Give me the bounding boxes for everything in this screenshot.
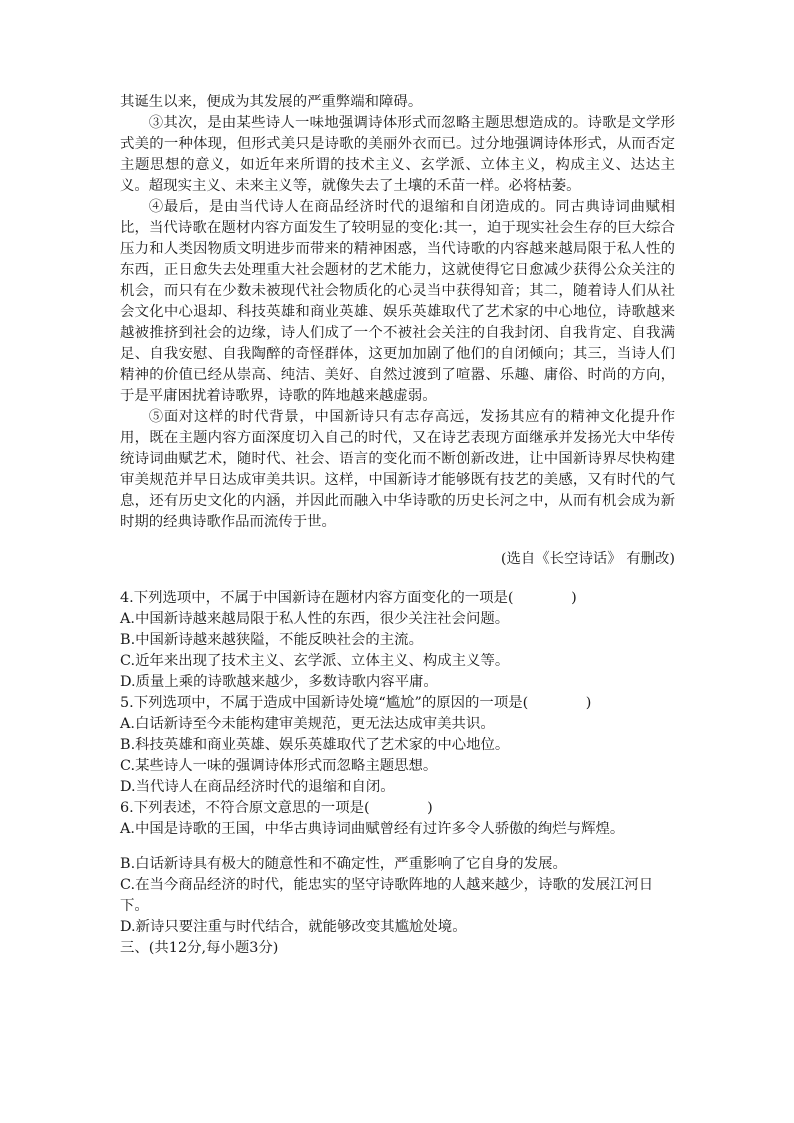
option-b: B.中国新诗越来越狭隘，不能反映社会的主流。 (120, 632, 423, 648)
article-source: (选自《长空诗话》 有删改) (500, 551, 675, 567)
question-6 (120, 798, 675, 938)
option-a: A.中国是诗歌的王国，中华古典诗词曲赋曾经有过许多令人骄傲的绚烂与辉煌。 (120, 821, 625, 837)
section-3-heading: 三、(共12分,每小题3分) (120, 940, 279, 956)
option-c: C.在当今商品经济的时代，能忠实的坚守诗歌阵地的人越来越少，诗歌的发展江河日下。 (120, 877, 654, 914)
question-4 (120, 588, 675, 693)
option-a: A.中国新诗越来越局限于私人性的东西，很少关注社会问题。 (120, 611, 510, 627)
option-c: C.近年来出现了技术主义、玄学派、立体主义、构成主义等。 (120, 653, 510, 669)
option-d: D.质量上乘的诗歌越来越少，多数诗歌内容平庸。 (120, 674, 438, 690)
article-paragraph-4: ⑤面对这样的时代背景，中国新诗只有志存高远，发扬其应有的精神文化提升作用，既在主题内容方面深度切入自己的时代，又在诗艺表现方面继承并发扬光大中华传统诗词曲赋艺术，随时代、社会、语言的变化而不断创新改进，让中国新诗界尽快构建审美规范并早日达成审美共识。这样，中国新诗才能够既有技艺的美感，又有时代的气息，还有历史文化的内涵，并因此而融入中华诗歌的历史长河之中，从而有机会成为新时期的经典诗歌作品而流传于世。 (120, 409, 675, 530)
article-paragraph-1: 其诞生以来，便成为其发展的严重弊端和障碍。 (120, 94, 423, 110)
option-a: A.白话新诗至今未能构建审美规范，更无法达成审美共识。 (120, 716, 495, 732)
option-d: D.新诗只要注重与时代结合，就能够改变其尴尬处境。 (120, 919, 467, 935)
option-b: B.科技英雄和商业英雄、娱乐英雄取代了艺术家的中心地位。 (120, 737, 510, 753)
article-paragraph-3: ④最后，是由当代诗人在商品经济时代的退缩和自闭造成的。同古典诗词曲赋相比，当代诗歌在题材内容方面发生了较明显的变化:其一，迫于现实社会生存的巨大综合压力和人类因物质文明进步而带来的精神困惑，当代诗歌的内容越来越局限于私人性的东西，正日愈失去处理重大社会题材的艺术能力，这就使得它日愈减少获得公众关注的机会，而只有在少数未被现代社会物质化的心灵当中获得知音；其二，随着诗人们从社会文化中心退却、科技英雄和商业英雄、娱乐英雄取代了艺术家的中心地位，诗歌越来越被推挤到社会的边缘，诗人们成了一个不被社会关注的自我封闭、自我肯定、自我满足、自我安慰、自我陶醉的奇怪群体，这更加加剧了他们的自闭倾向；其三，当诗人们精神的价值已经从崇高、纯洁、美好、自然过渡到了喧嚣、乐趣、庸俗、时尚的方向，于是平庸困扰着诗歌界，诗歌的阵地越来越虚弱。 (120, 199, 675, 404)
document-page (120, 92, 675, 959)
question-stem: 5.下列选项中，不属于造成中国新诗处境“尴尬”的原因的一项是( ) (120, 695, 592, 711)
question-stem: 4.下列选项中，不属于中国新诗在题材内容方面变化的一项是( ) (120, 590, 577, 606)
spacer (120, 840, 675, 854)
article-paragraph-2: ③其次，是由某些诗人一味地强调诗体形式而忽略主题思想造成的。诗歌是文学形式美的一种体现，但形式美只是诗歌的美丽外衣而已。过分地强调诗体形式，从而否定主题思想的意义，如近年来所谓的技术主义、玄学派、立体主义，构成主义、达达主义。超现实主义、未来主义等，就像失去了土壤的禾苗一样。必将枯萎。 (120, 115, 675, 194)
option-d: D.当代诗人在商品经济时代的退缩和自闭。 (120, 779, 395, 795)
option-c: C.某些诗人一味的强调诗体形式而忽略主题思想。 (120, 758, 438, 774)
option-b: B.白话新诗具有极大的随意性和不确定性，严重影响了它自身的发展。 (120, 856, 567, 872)
question-5 (120, 693, 675, 798)
question-stem: 6.下列表述，不符合原文意思的一项是( ) (120, 800, 433, 816)
